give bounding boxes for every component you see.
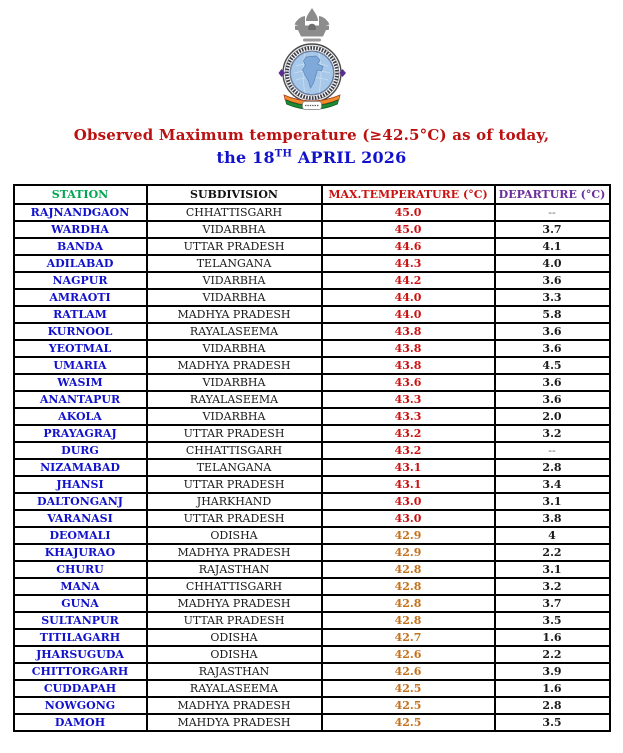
subdivision-cell: JHARKHAND (147, 493, 322, 510)
table-row (14, 255, 610, 272)
table-row (14, 374, 610, 391)
subdivision-cell: TELANGANA (147, 459, 322, 476)
subdivision-cell: VIDARBHA (147, 272, 322, 289)
table-row (14, 357, 610, 374)
station-cell: AKOLA (14, 408, 147, 425)
table-row (14, 663, 610, 680)
station-cell: DEOMALI (14, 527, 147, 544)
date-rest: APRIL 2026 (292, 148, 407, 167)
temperature-table (13, 184, 611, 732)
table-row (14, 289, 610, 306)
table-row (14, 561, 610, 578)
departure-cell: 2.8 (495, 459, 610, 476)
max-temperature-cell: 43.1 (322, 459, 495, 476)
station-cell: KURNOOL (14, 323, 147, 340)
departure-cell: -- (495, 442, 610, 459)
station-cell: VARANASI (14, 510, 147, 527)
station-cell: RAJNANDGAON (14, 204, 147, 221)
departure-cell: 3.6 (495, 374, 610, 391)
subdivision-cell: VIDARBHA (147, 374, 322, 391)
max-temperature-cell: 42.8 (322, 561, 495, 578)
subdivision-cell: TELANGANA (147, 255, 322, 272)
departure-cell: 3.7 (495, 221, 610, 238)
station-cell: CHURU (14, 561, 147, 578)
table-row (14, 391, 610, 408)
subdivision-cell: UTTAR PRADESH (147, 425, 322, 442)
table-row (14, 646, 610, 663)
subdivision-cell: MADHYA PRADESH (147, 595, 322, 612)
imd-logo (0, 0, 623, 114)
table-row (14, 408, 610, 425)
station-cell: JHANSI (14, 476, 147, 493)
subdivision-cell: ODISHA (147, 646, 322, 663)
max-temperature-cell: 43.8 (322, 357, 495, 374)
departure-cell: 5.8 (495, 306, 610, 323)
max-temperature-cell: 42.5 (322, 680, 495, 697)
table-row (14, 459, 610, 476)
max-temperature-cell: 42.9 (322, 544, 495, 561)
subdivision-cell: CHHATTISGARH (147, 578, 322, 595)
subdivision-cell: RAYALASEEMA (147, 391, 322, 408)
departure-cell: 3.9 (495, 663, 610, 680)
col-header-station: STATION (14, 185, 147, 204)
subdivision-cell: MADHYA PRADESH (147, 544, 322, 561)
departure-cell: 3.2 (495, 578, 610, 595)
departure-cell: 4 (495, 527, 610, 544)
departure-cell: 3.6 (495, 323, 610, 340)
station-cell: NIZAMABAD (14, 459, 147, 476)
station-cell: NOWGONG (14, 697, 147, 714)
station-cell: JHARSUGUDA (14, 646, 147, 663)
departure-cell: 1.6 (495, 680, 610, 697)
departure-cell: 3.4 (495, 476, 610, 493)
max-temperature-cell: 42.5 (322, 714, 495, 731)
table-row (14, 442, 610, 459)
max-temperature-cell: 45.0 (322, 204, 495, 221)
table-row (14, 476, 610, 493)
date-ordinal: TH (274, 148, 293, 160)
temperature-table-body (14, 204, 610, 731)
station-cell: PRAYAGRAJ (14, 425, 147, 442)
table-row (14, 527, 610, 544)
subdivision-cell: UTTAR PRADESH (147, 510, 322, 527)
departure-cell: 3.8 (495, 510, 610, 527)
subdivision-cell: MAHDYA PRADESH (147, 714, 322, 731)
table-row (14, 544, 610, 561)
subdivision-cell: RAYALASEEMA (147, 680, 322, 697)
max-temperature-cell: 43.1 (322, 476, 495, 493)
station-cell: CUDDAPAH (14, 680, 147, 697)
subdivision-cell: VIDARBHA (147, 289, 322, 306)
max-temperature-cell: 44.3 (322, 255, 495, 272)
subdivision-cell: RAYALASEEMA (147, 323, 322, 340)
title-line1: Observed Maximum temperature (≥42.5°C) as of today, (73, 126, 550, 144)
col-header-departure: DEPARTURE (°C) (495, 185, 610, 204)
station-cell: RATLAM (14, 306, 147, 323)
max-temperature-cell: 43.8 (322, 340, 495, 357)
table-row (14, 714, 610, 731)
station-cell: TITILAGARH (14, 629, 147, 646)
station-cell: DURG (14, 442, 147, 459)
departure-cell: 2.2 (495, 646, 610, 663)
max-temperature-cell: 43.2 (322, 442, 495, 459)
max-temperature-cell: 42.7 (322, 629, 495, 646)
table-header-row (14, 185, 610, 204)
subdivision-cell: VIDARBHA (147, 408, 322, 425)
table-row (14, 221, 610, 238)
subdivision-cell: MADHYA PRADESH (147, 306, 322, 323)
departure-cell: 3.3 (495, 289, 610, 306)
subdivision-cell: UTTAR PRADESH (147, 238, 322, 255)
date-prefix: the 18 (216, 148, 275, 167)
max-temperature-cell: 45.0 (322, 221, 495, 238)
subdivision-cell: VIDARBHA (147, 340, 322, 357)
subdivision-cell: RAJASTHAN (147, 663, 322, 680)
station-cell: UMARIA (14, 357, 147, 374)
max-temperature-cell: 44.0 (322, 289, 495, 306)
station-cell: MANA (14, 578, 147, 595)
col-header-max-temperature: MAX.TEMPERATURE (°C) (322, 185, 495, 204)
seal-icon (278, 44, 346, 102)
report-title (0, 126, 623, 167)
station-cell: DALTONGANJ (14, 493, 147, 510)
station-cell: CHITTORGARH (14, 663, 147, 680)
max-temperature-cell: 42.9 (322, 527, 495, 544)
table-row (14, 697, 610, 714)
table-row (14, 578, 610, 595)
station-cell: SULTANPUR (14, 612, 147, 629)
subdivision-cell: MADHYA PRADESH (147, 697, 322, 714)
departure-cell: 3.6 (495, 272, 610, 289)
station-cell: GUNA (14, 595, 147, 612)
station-cell: YEOTMAL (14, 340, 147, 357)
station-cell: ADILABAD (14, 255, 147, 272)
station-cell: AMRAOTI (14, 289, 147, 306)
table-row (14, 425, 610, 442)
departure-cell: 2.8 (495, 697, 610, 714)
subdivision-cell: VIDARBHA (147, 221, 322, 238)
ashoka-emblem-icon (294, 8, 329, 42)
max-temperature-cell: 42.6 (322, 646, 495, 663)
table-row (14, 595, 610, 612)
subdivision-cell: CHHATTISGARH (147, 442, 322, 459)
max-temperature-cell: 43.0 (322, 493, 495, 510)
departure-cell: 4.1 (495, 238, 610, 255)
table-row (14, 238, 610, 255)
table-row (14, 306, 610, 323)
station-cell: KHAJURAO (14, 544, 147, 561)
table-row (14, 204, 610, 221)
subdivision-cell: ODISHA (147, 527, 322, 544)
station-cell: NAGPUR (14, 272, 147, 289)
departure-cell: 3.6 (495, 391, 610, 408)
max-temperature-cell: 42.6 (322, 663, 495, 680)
departure-cell: 3.2 (495, 425, 610, 442)
departure-cell: 3.5 (495, 612, 610, 629)
station-cell: WARDHA (14, 221, 147, 238)
table-row (14, 340, 610, 357)
departure-cell: 4.0 (495, 255, 610, 272)
max-temperature-cell: 42.5 (322, 697, 495, 714)
subdivision-cell: UTTAR PRADESH (147, 612, 322, 629)
table-row (14, 510, 610, 527)
title-date (0, 148, 623, 167)
table-row (14, 493, 610, 510)
departure-cell: 2.0 (495, 408, 610, 425)
max-temperature-cell: 43.6 (322, 374, 495, 391)
max-temperature-cell: 43.0 (322, 510, 495, 527)
station-cell: DAMOH (14, 714, 147, 731)
max-temperature-cell: 42.8 (322, 595, 495, 612)
subdivision-cell: CHHATTISGARH (147, 204, 322, 221)
station-cell: BANDA (14, 238, 147, 255)
departure-cell: 3.6 (495, 340, 610, 357)
max-temperature-cell: 44.6 (322, 238, 495, 255)
departure-cell: 3.7 (495, 595, 610, 612)
departure-cell: 3.1 (495, 493, 610, 510)
col-header-subdivision: SUBDIVISION (147, 185, 322, 204)
subdivision-cell: ODISHA (147, 629, 322, 646)
station-cell: ANANTAPUR (14, 391, 147, 408)
subdivision-cell: UTTAR PRADESH (147, 476, 322, 493)
departure-cell: 2.2 (495, 544, 610, 561)
max-temperature-cell: 43.8 (322, 323, 495, 340)
max-temperature-cell: 42.8 (322, 612, 495, 629)
table-row (14, 680, 610, 697)
departure-cell: 3.5 (495, 714, 610, 731)
table-row (14, 612, 610, 629)
station-cell: WASIM (14, 374, 147, 391)
subdivision-cell: MADHYA PRADESH (147, 357, 322, 374)
max-temperature-cell: 44.0 (322, 306, 495, 323)
departure-cell: 4.5 (495, 357, 610, 374)
departure-cell: 3.1 (495, 561, 610, 578)
departure-cell: -- (495, 204, 610, 221)
max-temperature-cell: 43.2 (322, 425, 495, 442)
max-temperature-cell: 44.2 (322, 272, 495, 289)
max-temperature-cell: 43.3 (322, 391, 495, 408)
table-row (14, 323, 610, 340)
subdivision-cell: RAJASTHAN (147, 561, 322, 578)
table-row (14, 272, 610, 289)
table-row (14, 629, 610, 646)
max-temperature-cell: 43.3 (322, 408, 495, 425)
departure-cell: 1.6 (495, 629, 610, 646)
max-temperature-cell: 42.8 (322, 578, 495, 595)
imd-logo-icon (272, 4, 352, 114)
